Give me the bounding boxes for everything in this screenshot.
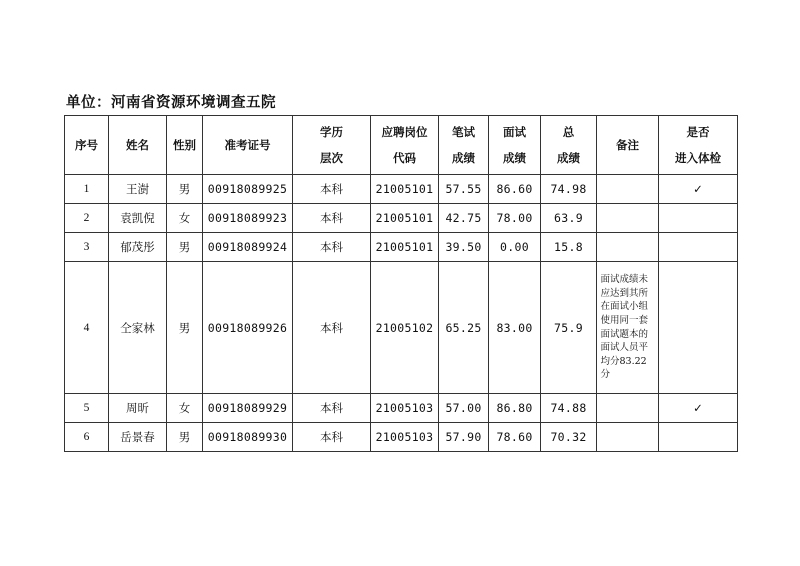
cell-written-score: 39.50	[439, 233, 489, 262]
cell-name: 王澍	[109, 175, 167, 204]
cell-written-score: 57.90	[439, 423, 489, 452]
cell-seq: 4	[65, 262, 109, 394]
cell-physical-exam	[659, 423, 738, 452]
cell-name: 周昕	[109, 394, 167, 423]
cell-interview-score: 0.00	[489, 233, 541, 262]
cell-name: 仝家林	[109, 262, 167, 394]
cell-interview-score: 86.60	[489, 175, 541, 204]
header-position-code: 应聘岗位 代码	[371, 116, 439, 175]
cell-position-code: 21005102	[371, 262, 439, 394]
cell-gender: 女	[167, 394, 203, 423]
cell-written-score: 65.25	[439, 262, 489, 394]
cell-total-score: 70.32	[541, 423, 597, 452]
cell-exam-no: 00918089930	[203, 423, 293, 452]
cell-position-code: 21005101	[371, 233, 439, 262]
cell-remark	[597, 204, 659, 233]
cell-physical-exam	[659, 262, 738, 394]
cell-written-score: 57.00	[439, 394, 489, 423]
cell-interview-score: 78.60	[489, 423, 541, 452]
cell-position-code: 21005101	[371, 204, 439, 233]
cell-name: 郁茂彤	[109, 233, 167, 262]
cell-seq: 5	[65, 394, 109, 423]
cell-exam-no: 00918089923	[203, 204, 293, 233]
cell-education: 本科	[293, 175, 371, 204]
cell-physical-exam	[659, 204, 738, 233]
header-education: 学历 层次	[293, 116, 371, 175]
cell-interview-score: 78.00	[489, 204, 541, 233]
header-physical-exam: 是否 进入体检	[659, 116, 738, 175]
cell-remark	[597, 175, 659, 204]
header-written-score: 笔试 成绩	[439, 116, 489, 175]
cell-education: 本科	[293, 394, 371, 423]
cell-seq: 6	[65, 423, 109, 452]
header-total-score: 总 成绩	[541, 116, 597, 175]
cell-seq: 2	[65, 204, 109, 233]
cell-total-score: 74.88	[541, 394, 597, 423]
results-table	[64, 115, 738, 452]
cell-gender: 男	[167, 262, 203, 394]
table-row	[65, 394, 738, 423]
cell-gender: 男	[167, 233, 203, 262]
checkmark-icon: ✓	[659, 394, 738, 423]
remark-note: 面试成绩未应达到其所在面试小组使用同一套面试题本的面试人员平均分83.22分	[600, 274, 649, 381]
table-row	[65, 204, 738, 233]
cell-exam-no: 00918089926	[203, 262, 293, 394]
cell-education: 本科	[293, 233, 371, 262]
cell-total-score: 15.8	[541, 233, 597, 262]
cell-education: 本科	[293, 262, 371, 394]
cell-position-code: 21005103	[371, 423, 439, 452]
cell-total-score: 63.9	[541, 204, 597, 233]
cell-gender: 男	[167, 175, 203, 204]
header-remark: 备注	[597, 116, 659, 175]
header-gender: 性别	[167, 116, 203, 175]
cell-physical-exam	[659, 233, 738, 262]
cell-total-score: 75.9	[541, 262, 597, 394]
cell-interview-score: 83.00	[489, 262, 541, 394]
table-row	[65, 233, 738, 262]
unit-title: 单位：河南省资源环境调查五院	[66, 95, 276, 111]
cell-exam-no: 00918089929	[203, 394, 293, 423]
cell-remark	[597, 262, 659, 394]
cell-remark	[597, 233, 659, 262]
table-row	[65, 175, 738, 204]
header-exam-no: 准考证号	[203, 116, 293, 175]
header-interview-score: 面试 成绩	[489, 116, 541, 175]
cell-seq: 1	[65, 175, 109, 204]
table-row	[65, 262, 738, 394]
cell-name: 袁凯倪	[109, 204, 167, 233]
cell-interview-score: 86.80	[489, 394, 541, 423]
cell-education: 本科	[293, 204, 371, 233]
cell-gender: 男	[167, 423, 203, 452]
cell-total-score: 74.98	[541, 175, 597, 204]
cell-remark	[597, 423, 659, 452]
header-row	[65, 116, 738, 175]
cell-name: 岳景春	[109, 423, 167, 452]
header-seq: 序号	[65, 116, 109, 175]
cell-position-code: 21005103	[371, 394, 439, 423]
cell-exam-no: 00918089925	[203, 175, 293, 204]
cell-education: 本科	[293, 423, 371, 452]
cell-written-score: 57.55	[439, 175, 489, 204]
checkmark-icon: ✓	[659, 175, 738, 204]
cell-position-code: 21005101	[371, 175, 439, 204]
header-name: 姓名	[109, 116, 167, 175]
cell-seq: 3	[65, 233, 109, 262]
cell-written-score: 42.75	[439, 204, 489, 233]
cell-gender: 女	[167, 204, 203, 233]
table-row	[65, 423, 738, 452]
cell-remark	[597, 394, 659, 423]
cell-exam-no: 00918089924	[203, 233, 293, 262]
